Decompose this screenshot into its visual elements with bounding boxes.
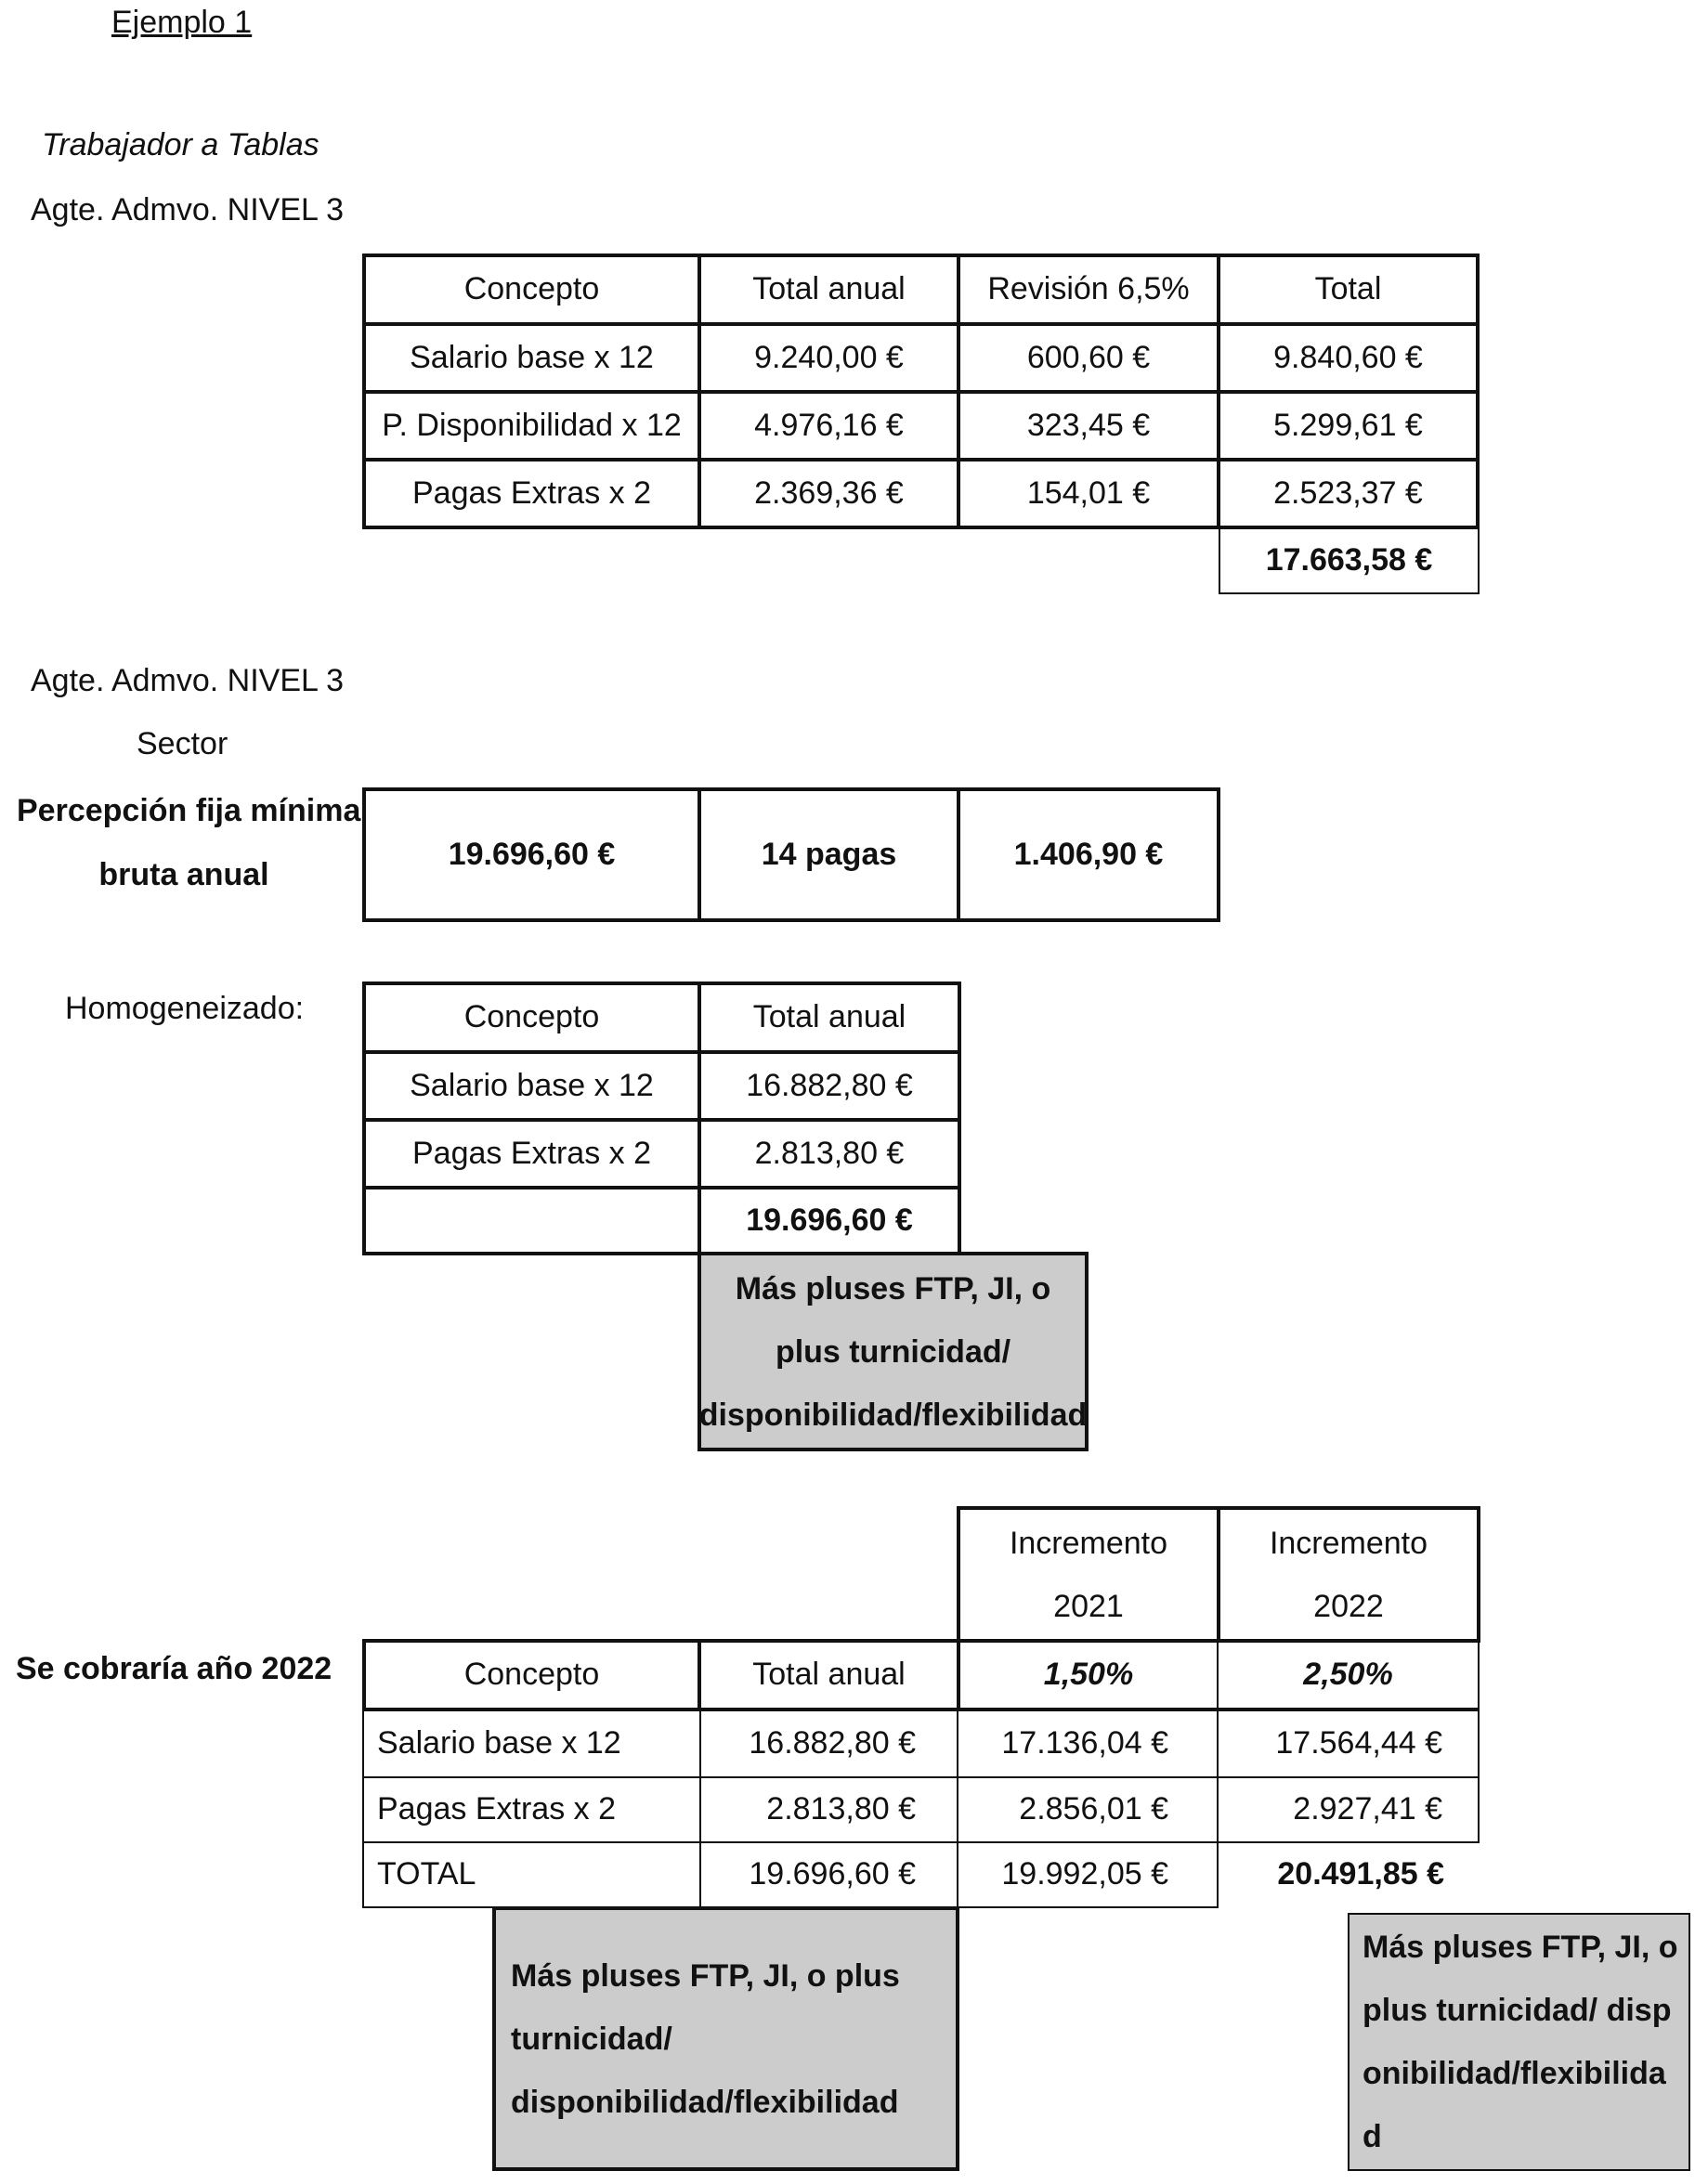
payment-2022-label: Se cobraría año 2022 bbox=[16, 1651, 332, 1686]
table-cell: 9.240,00 € bbox=[698, 322, 960, 394]
table-cell: TOTAL bbox=[362, 1841, 701, 1908]
table-header-concepto: Concepto bbox=[362, 254, 701, 326]
table-header-total: Total bbox=[1217, 254, 1480, 326]
grand-total-cell: 17.663,58 € bbox=[1219, 526, 1480, 594]
table-cell: 2.523,37 € bbox=[1217, 458, 1480, 529]
sector-label: Sector bbox=[137, 726, 228, 761]
extras-note-box-left: Más pluses FTP, JI, o plus turnicidad/ disponibilidad/flexibilidad bbox=[492, 1906, 959, 2171]
table-cell: 323,45 € bbox=[957, 390, 1220, 462]
fixed-pay-label-line2: bruta anual bbox=[98, 857, 269, 892]
worker-type-label: Trabajador a Tablas bbox=[42, 127, 319, 162]
table-header-revision: Revisión 6,5% bbox=[957, 254, 1220, 326]
table-cell: 2.813,80 € bbox=[699, 1776, 958, 1843]
increment-2021-rate: 1,50% bbox=[958, 1641, 1219, 1710]
table-cell: 2.813,80 € bbox=[698, 1118, 961, 1190]
table-cell: 2.369,36 € bbox=[698, 458, 960, 529]
homogenized-total: 19.696,60 € bbox=[698, 1186, 961, 1255]
table-cell: 600,60 € bbox=[957, 322, 1220, 394]
table-cell: 4.976,16 € bbox=[698, 390, 960, 462]
table-header-total-anual: Total anual bbox=[698, 254, 960, 326]
table-cell: Salario base x 12 bbox=[362, 1710, 701, 1778]
table-cell: Salario base x 12 bbox=[362, 1050, 701, 1122]
fixed-pay-label-line1: Percepción fija mínima bbox=[17, 793, 361, 828]
table-cell: 19.992,05 € bbox=[957, 1841, 1219, 1908]
table-cell: Pagas Extras x 2 bbox=[362, 458, 701, 529]
extras-note-box: Más pluses FTP, JI, o plus turnicidad/ disponibilidad/flexibilidad bbox=[698, 1252, 1089, 1451]
table-cell-empty bbox=[362, 1186, 701, 1255]
category-label-2: Agte. Admvo. NIVEL 3 bbox=[31, 663, 345, 698]
table-cell: Salario base x 12 bbox=[362, 322, 701, 394]
table-header-total-anual: Total anual bbox=[698, 1639, 960, 1711]
total-2022-cell: 20.491,85 € bbox=[1277, 1856, 1444, 1892]
table-cell: Pagas Extras x 2 bbox=[362, 1118, 701, 1190]
table-cell: 154,01 € bbox=[957, 458, 1220, 529]
table-cell: 2.856,01 € bbox=[957, 1776, 1219, 1843]
homogenized-label: Homogeneizado: bbox=[65, 991, 305, 1026]
increment-2021-header: Incremento 2021 bbox=[957, 1506, 1220, 1643]
increment-2022-rate: 2,50% bbox=[1217, 1641, 1480, 1710]
increment-2022-header: Incremento 2022 bbox=[1217, 1506, 1480, 1643]
fixed-pay-amount: 19.696,60 € bbox=[362, 787, 701, 922]
extras-note-box-right: Más pluses FTP, JI, o plus turnicidad/ disponibilidad/flexibilidad bbox=[1348, 1913, 1690, 2171]
table-cell: Pagas Extras x 2 bbox=[362, 1776, 701, 1843]
table-cell: 19.696,60 € bbox=[699, 1841, 958, 1908]
table-cell: P. Disponibilidad x 12 bbox=[362, 390, 701, 462]
table-header-concepto: Concepto bbox=[362, 982, 701, 1054]
table-cell: 16.882,80 € bbox=[698, 1050, 961, 1122]
table-header-total-anual: Total anual bbox=[698, 982, 961, 1054]
fixed-pay-installments: 14 pagas bbox=[698, 787, 960, 922]
fixed-pay-monthly: 1.406,90 € bbox=[957, 787, 1220, 922]
table-cell: 17.136,04 € bbox=[957, 1710, 1219, 1778]
table-cell: 16.882,80 € bbox=[699, 1710, 958, 1778]
table-cell: 5.299,61 € bbox=[1217, 390, 1480, 462]
category-label: Agte. Admvo. NIVEL 3 bbox=[31, 192, 345, 228]
table-cell: 17.564,44 € bbox=[1217, 1710, 1480, 1778]
document-title: Ejemplo 1 bbox=[111, 5, 253, 40]
table-header-concepto: Concepto bbox=[362, 1639, 701, 1711]
table-cell: 9.840,60 € bbox=[1217, 322, 1480, 394]
table-cell: 2.927,41 € bbox=[1217, 1776, 1480, 1843]
